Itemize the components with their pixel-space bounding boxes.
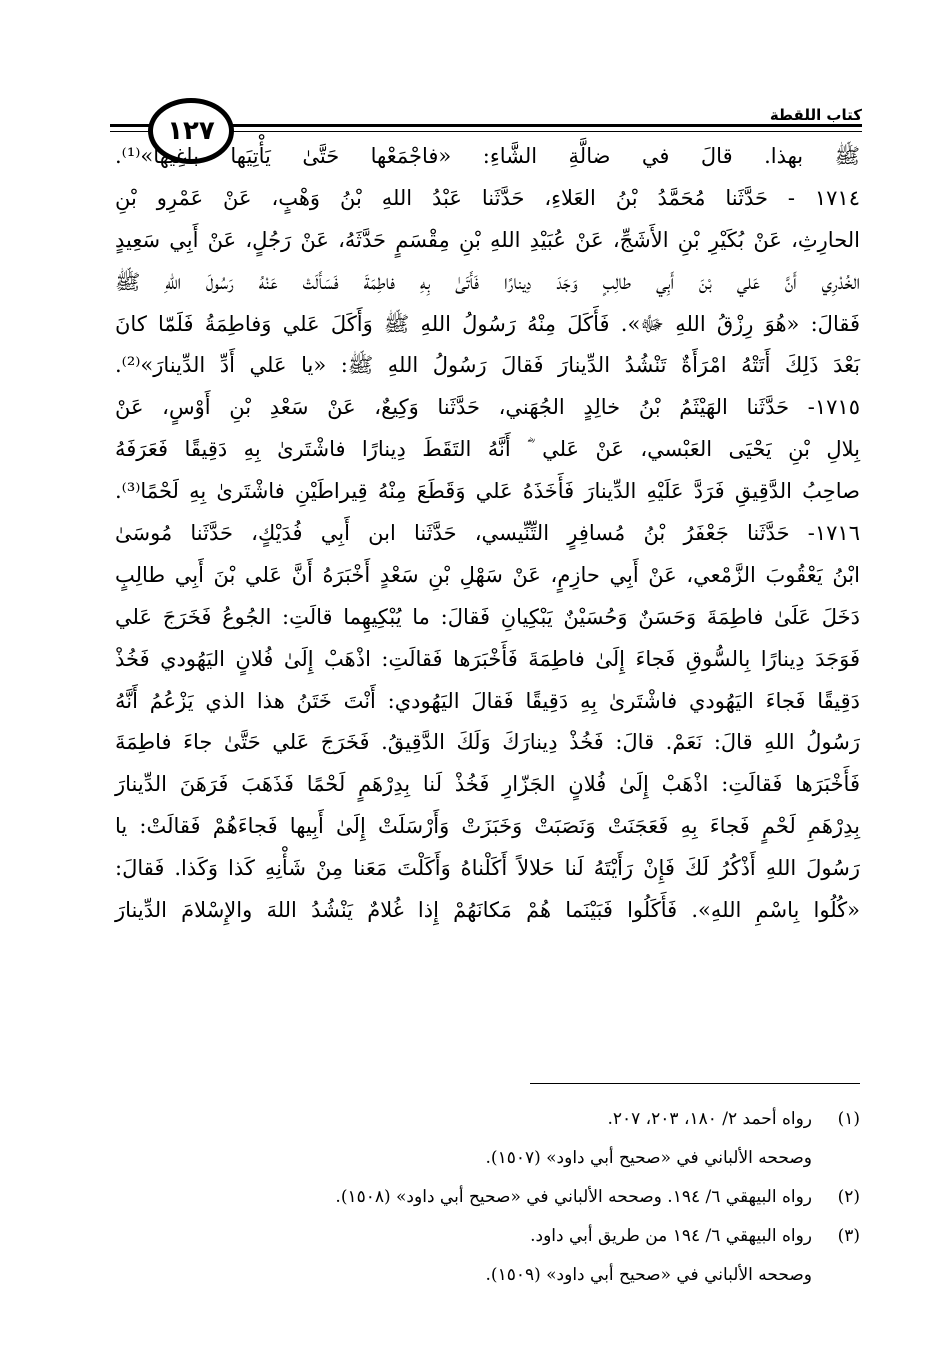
footnote-text: رواه البيهقي ٦/ ١٩٤ من طريق أبي داود. (530, 1226, 812, 1246)
main-text (115, 136, 860, 932)
text-line: الخُدْرِي أَنَّ عَلي بْنَ أَبِي طالِبٍ وَجَدَ دِينارًا فَأَتَىٰ بِهِ فاطِمَةَ فَسَأَلَتْ عَنْهُ رَسُولَ اللهِ ﷺ (115, 269, 860, 294)
text-line: بَعْدَ ذَلِكَ أَتَتْهُ امْرَأَةٌ تَنْشُدُ الدِّينارَ فَقالَ رَسُولُ اللهِ ﷺ: «يا عَلي أَدِّ الدِّينارَ»⁽²⁾. (115, 353, 860, 378)
text-line: الحارِثِ، عَنْ بُكَيْرِ بْنِ الأَشَجِّ، عَنْ عُبَيْدِ اللهِ بْنِ مِقْسَمٍ حَدَّثَهُ، عَنْ رَجُلٍ، عَنْ أَبِي سَعِيدٍ (115, 227, 860, 252)
text-line: فَأَخْبَرَها فَقالَتِ: اذْهَبْ إِلَىٰ فُلانٍ الجَزّارِ فَخُذْ لَنا بِدِرْهَمٍ لَحْمًا فَذَهَبَ فَرَهَنَ الدِّينارَ (115, 772, 860, 797)
footnote-text: وصححه الألباني في «صحيح أبي داود» (١٥٠٩). (485, 1265, 812, 1285)
footnote-marker: (٣) (837, 1226, 860, 1246)
text-line: ١٧١٦- حَدَّثَنا جَعْفَرُ بْنُ مُسافِرٍ التِّنِّيسي، حَدَّثَنا ابن أَبِي فُدَيْكٍ، حَدَّثَنا مُوسَىٰ (115, 521, 860, 546)
text-line: فَوَجَدَ دِينارًا بِالسُّوقِ فَجاءَ إِلَىٰ فاطِمَةَ فَأَخْبَرَها فَقالَتِ: اذْهَبْ إِلَىٰ فُلانٍ اليَهُودي فَخُذْ (115, 646, 860, 671)
text-line: دَقِيقًا فَجاءَ اليَهُودي فاشْتَرىٰ بِهِ دَقِيقًا فَقالَ اليَهُودي: أَنْتَ خَتَنُ هذا الذي يَزْعُمُ أَنَّهُ (115, 688, 860, 713)
page-number: ١٢٧ (148, 98, 234, 164)
footnotes (300, 1100, 860, 1295)
footnote (300, 1256, 860, 1295)
text-line: بِلالِ بْنِ يَحْيَى العَبْسي، عَنْ عَلي ؓ أَنَّهُ التَقَطَ دِينارًا فاشْتَرىٰ بِهِ دَقِيقًا فَعَرَفَهُ (115, 437, 860, 462)
text-line: دَخَلَ عَلَىٰ فاطِمَةَ وَحَسَنٌ وَحُسَيْنٌ يَبْكِيانِ فَقالَ: ما يُبْكِيهِما قالَتِ: الجُوعُ فَخَرَجَ عَلي (115, 604, 860, 629)
text-line: فَقالَ: «هُوَ رِزْقُ اللهِ ﷻ». فَأَكَلَ مِنْهُ رَسُولُ اللهِ ﷺ وَأَكَلَ عَلي وَفاطِمَةُ فَلَمّا كانَ (115, 311, 860, 336)
text-line: «كُلُوا بِاسْمِ اللهِ». فَأَكَلُوا فَبَيْنَما هُمْ مَكانَهُمْ إِذا غُلامٌ يَنْشُدُ اللهَ والإِسْلامَ الدِّينارَ (115, 898, 860, 923)
footnote (300, 1217, 860, 1256)
footnote-marker: (١) (837, 1109, 860, 1129)
footnote-text: وصححه الألباني في «صحيح أبي داود» (١٥٠٧). (485, 1148, 812, 1168)
footnote (300, 1100, 860, 1139)
footnote-marker: (٢) (837, 1187, 860, 1207)
text-line: ١٧١٤ - حَدَّثَنا مُحَمَّدُ بْنُ العَلاءِ، حَدَّثَنا عَبْدُ اللهِ بْنُ وَهْبٍ، عَنْ عَمْرِو بْنِ (115, 185, 860, 210)
footnote-text: رواه البيهقي ٦/ ١٩٤. وصححه الألباني في «صحيح أبي داود» (١٥٠٨). (335, 1187, 812, 1207)
text-line: ﷺ بهذا. قالَ في ضالَّةِ الشَّاءِ: «فاجْمَعْها حَتَّىٰ يَأْتِيَها باغِيها»⁽¹⁾. (115, 144, 860, 168)
text-line: ابْنُ يَعْقُوبَ الزَّمْعي، عَنْ أَبِي حازِمٍ، عَنْ سَهْلِ بْنِ سَعْدٍ أَخْبَرَهُ أَنَّ عَلي بْنَ أَبِي طالِبٍ (115, 562, 860, 587)
footnote-text: رواه أحمد ٢/ ١٨٠، ٢٠٣، ٢٠٧. (607, 1109, 812, 1129)
running-title: كتاب اللقطة (764, 106, 862, 124)
text-line: رَسُولُ اللهِ قالَ: نَعَمْ. قالَ: فَخُذْ دِينارَكَ وَلَكَ الدَّقِيقُ. فَخَرَجَ عَلي حَتَّىٰ جاءَ فاطِمَةَ (115, 730, 860, 755)
footnote-separator (530, 1083, 860, 1084)
footnote (300, 1178, 860, 1217)
text-line: ١٧١٥- حَدَّثَنا الهَيْثَمُ بْنُ خالِدٍ الجُهَني، حَدَّثَنا وَكِيعٌ، عَنْ سَعْدِ بْنِ أَوْسٍ، عَنْ (115, 395, 860, 420)
footnote (300, 1139, 860, 1178)
text-line: رَسُولَ اللهِ أَذْكُرُ لَكَ فَإِنْ رَأَيْتَهُ لَنا حَلالاً أَكَلْناهُ وَأَكَلْتَ مَعَنا مِنْ شَأْنِهِ كَذا وَكَذا. فَقالَ: (115, 856, 860, 881)
text-line: بِدِرْهَمِ لَحْمٍ فَجاءَ بِهِ فَعَجَنَتْ وَنَصَبَتْ وَخَبَزَتْ وَأَرْسَلَتْ إِلَىٰ أَبِيها فَجاءَهُمْ فَقالَتْ: يا (115, 814, 860, 839)
text-line: صاحِبُ الدَّقِيقِ فَرَدَّ عَلَيْهِ الدِّينارَ فَأَخَذَهُ عَلي وَقَطَعَ مِنْهُ قِيراطَيْنِ فاشْتَرىٰ بِهِ لَحْمًا⁽³⁾. (115, 479, 860, 504)
